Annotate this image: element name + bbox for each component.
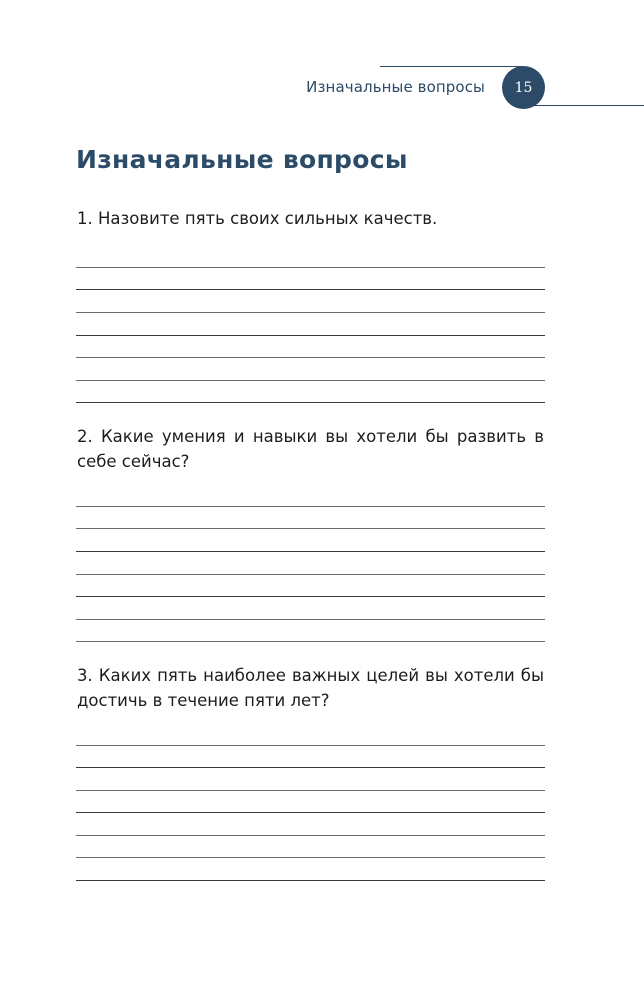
answer-line[interactable] <box>76 267 545 268</box>
answer-line[interactable] <box>76 335 545 336</box>
page-number: 15 <box>514 79 533 96</box>
header-rule-bottom <box>530 105 644 106</box>
header-rule-top <box>380 66 522 67</box>
answer-line[interactable] <box>76 619 545 620</box>
running-title: Изначальные вопросы <box>306 78 485 96</box>
question-3: 3. Каких пять наиболее важных целей вы хотели бы достичь в течение пяти лет? <box>77 666 544 710</box>
answer-line[interactable] <box>76 402 545 403</box>
answer-line[interactable] <box>76 857 545 858</box>
answer-line[interactable] <box>76 596 545 597</box>
answer-line[interactable] <box>76 790 545 791</box>
answer-line[interactable] <box>76 812 545 813</box>
page-number-badge <box>502 66 545 109</box>
answer-line[interactable] <box>76 835 545 836</box>
answer-line[interactable] <box>76 528 545 529</box>
answer-line[interactable] <box>76 745 545 746</box>
answer-line[interactable] <box>76 312 545 313</box>
answer-line[interactable] <box>76 641 545 642</box>
answer-line[interactable] <box>76 551 545 552</box>
answer-line[interactable] <box>76 357 545 358</box>
answer-line[interactable] <box>76 289 545 290</box>
answer-line[interactable] <box>76 380 545 381</box>
question-2: 2. Какие умения и навыки вы хотели бы развить в себе сейчас? <box>77 427 544 471</box>
answer-line[interactable] <box>76 574 545 575</box>
question-1: 1. Назовите пять своих сильных качеств. <box>77 209 438 228</box>
answer-line[interactable] <box>76 767 545 768</box>
section-title: Изначальные вопросы <box>76 145 408 174</box>
answer-line[interactable] <box>76 506 545 507</box>
answer-line[interactable] <box>76 880 545 881</box>
